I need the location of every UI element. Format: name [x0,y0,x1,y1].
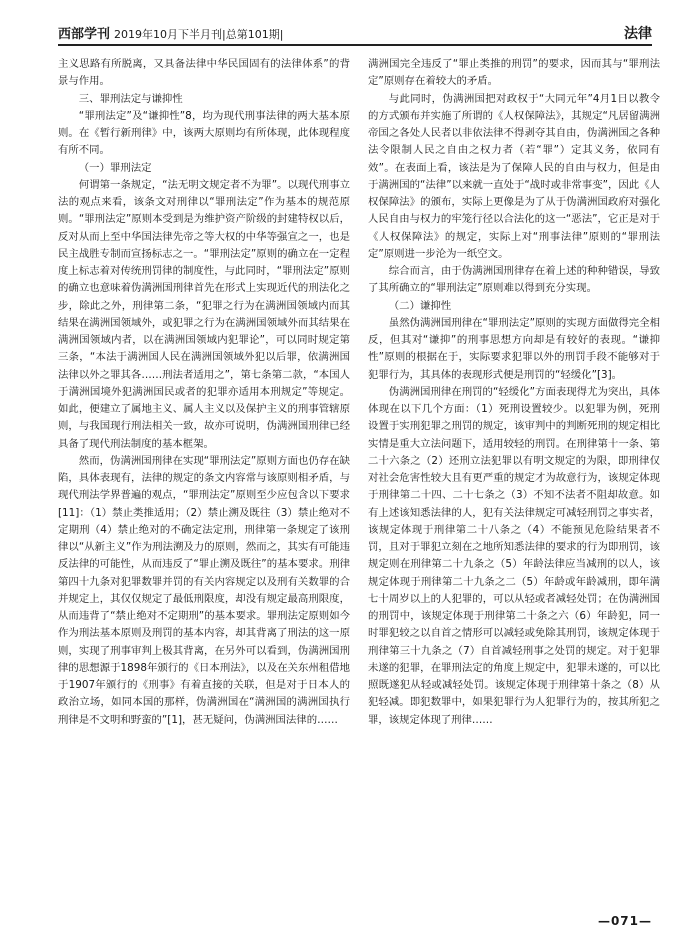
right-paragraph-3: 综合而言，由于伪满洲国刑律存在着上述的种种错误，导致了其所确立的“罪刑法定”原则难以得到充分实现。 [368,265,660,295]
page-number: —071— [597,914,652,928]
subheading-modesty: （二）谦抑性 [388,299,452,312]
journal-info [58,23,283,42]
left-paragraph-4: 然而，伪满洲国刑律在实现“罪刑法定”原则方面也仍存在缺陷，具体表现有，法律的规定的条文内容常与该原则相矛盾，与现代刑法学界普遍的观点，“罪刑法定”原则至少应包含以下要求[11]：（1）禁止类推适用；（2）禁止溯及既往（3）禁止绝对不定期刑（4）禁止绝对的不确定法定刑，刑律第一条规定了该刑律以“从新主义”作为刑法溯及力的原则，然而之，其实有可能违反法律的可能性，从而违反了“罪止溯及既往”的基本要求。刑律第四十九条对犯罪数罪并罚的有关内容规定以及刑有关数罪的合并规定上，其仅仅规定了最低刑限度，却没有规定最高刑限度，从而违背了“禁止绝对不定期刑”的基本要求。罪刑法定原则如今作为刑法基本原则及刑罚的基本内容，却其背离了刑法的这一原则，实现了刑事审判上极其背离，在另外可以看到，伪满洲国刑律的思想源于1898年颁行的《日本刑法》，以及在关东州租借地于1907年颁行的《刑事》有着直接的关联，但是对于日本人的政治立场，如同本国的那样，伪满洲国在“满洲国的满洲国执行刑律是不文明和野蛮的”[1]，甚无疑问，伪满洲国法律的…… [58,454,350,726]
left-column [58,56,350,729]
right-paragraph-5: 伪满洲国刑律在刑罚的“轻缓化”方面表现得尤为突出，具体体现在以下几个方面：（1）死刑设置较少。以犯罪为例，死刑设置于实刑犯罪之刑罚的规定，该审判中的判断死刑的规定相比实情是重大立法问题下，适用较轻的刑罚。在刑律第十一条、第二十六条之（2）还刑立法犯罪以有明文规定的为限，即刑律仅对社会危害性较大且有更严重的规定才为故意行为，该规定体现于刑律第二十四、二十七条之（3）不知不法者不阻却故意。如有上述该知悉法律的人，犯有关法律规定可减轻刑罚之事实者，该规定体现于刑律第二十八条之（4）不能预见危险结果者不罚，且对于罪犯立刻在之地所知悉法律的要求的行为即刑罚，该规定则在刑律第二十九条之（5）年龄法律应当减刑的以人，该规定体现于刑律第二十九条之二（5）年龄或年龄减刑，即年满七十周岁以上的人犯罪的，可以从轻或者减轻处罚；在伪满洲国的刑罚中，该规定体现于刑律第二十条之六（6）年龄犯，同一时罪犯较之以自首之情形可以减轻或免除其刑罚，该规定体现于刑律第三十九条之（7）自首减轻刑事之处罚的规定。对于犯罪未遂的犯罪，在罪刑法定的角度上规定中，犯罪未遂的，可以比照既遂犯从轻或减轻处罚。该规定体现于刑律第十条之（8）从犯轻减。即犯数罪中，如果犯罪行为人犯罪行为的，按其所犯之罪，该规定体现了刑律…… [368,385,660,726]
right-paragraph-1: 满洲国完全违反了“罪止类推的刑罚”的要求，因而其与“罪刑法定”原则存在着较大的矛盾。 [368,58,660,88]
right-paragraph-2: 与此同时，伪满洲国把对政权于“大同元年”4月1日以教令的方式颁布并实施了所谓的《人权保障法》，其规定“凡居留满洲帝国之各处人民者以非依法律不得剥夺其自由，伪满洲国之各种法令限制人民之自由之权力者（若“罪”）定其义务，依同有效”。在表面上看，该法是为了保障人民的自由与权力，但是由于满洲国的“法律”以来就一直处于“战时或非常事变”，因此《人权保障法》的颁布，实际上更像是为了从于伪满洲国政府对强化人民自由与权力的牢笼行径以合法化的这一“恶法”，它正是对于《人权保障法》的规定，实际上对“刑事法律”原则的“罪刑法定”原则进一步沦为一纸空文。 [368,92,660,260]
right-paragraph-4: 虽然伪满洲国刑律在“罪刑法定”原则的实现方面做得完全相反，但其对“谦抑”的刑事思想方向却是有较好的表现。“谦抑性”原则的根据在于，实际要求犯罪以外的刑罚手段不能够对于犯罪行为，其具体的表现形式便是刑罚的“轻缓化”[3]。 [368,316,660,381]
page-header [58,22,652,46]
left-paragraph-3: 何谓第一条规定，“法无明文规定者不为罪”。以现代刑事立法的观点来看，该条文对刑律以“罪刑法定”作为基本的规范原则。“罪刑法定”原则本受到是为维护资产阶级的封建特权以后，反对从而上至中华国法律先帝之等大权的中华等强宣之一，也是民主战胜专制而宣扬标志之一。“罪刑法定”原则的确立在一定程度上标志着对传统刑罚律的制度性，与此同时，“罪刑法定”原则的确立也意味着伪满洲国刑律首先在形式上实现近代的刑法化之步，除此之外，刑律第二条，“犯罪之行为在满洲国领域内而其结果在满洲国领域外，或犯罪之行为在满洲国领域外而其结果在满洲国领域内者，以在满洲国领域内犯罪论”，可以同时规定第三条，“本法于满洲国人民在满洲国领域外犯以后罪，依满洲国法律以外之罪其各……刑法者适用之”，第七条第二款，“本国人于满洲国境外犯满洲国民或者的犯罪亦适用本刑规定”等规定。如此，便建立了属地主义、属人主义以及保护主义的刑事管辖原则，与我国现行刑法相关一致，故亦可说明，伪满洲国刑律已经具备了现代刑法制度的基本框架。 [58,178,350,450]
journal-name: 西部学刊 [58,27,111,42]
section-label: 法律 [624,26,652,42]
right-column [368,56,660,729]
left-paragraph-1: 主义思路有所脱离，又具备法律中华民国固有的法律体系”的背景与作用。 [58,58,350,88]
issue-info: 2019年10月下半月刊|总第101期| [114,28,284,41]
section-heading-3: 三、罪刑法定与谦抑性 [78,92,183,105]
left-paragraph-2: “罪刑法定”及“谦抑性”8，均为现代刑事法律的两大基本原则。在《暂行新刑律》中，该两大原则均有所体现，此体现程度有所不同。 [58,109,350,157]
header-rule [58,44,652,46]
subheading-legality: （一）罪刑法定 [78,161,152,174]
